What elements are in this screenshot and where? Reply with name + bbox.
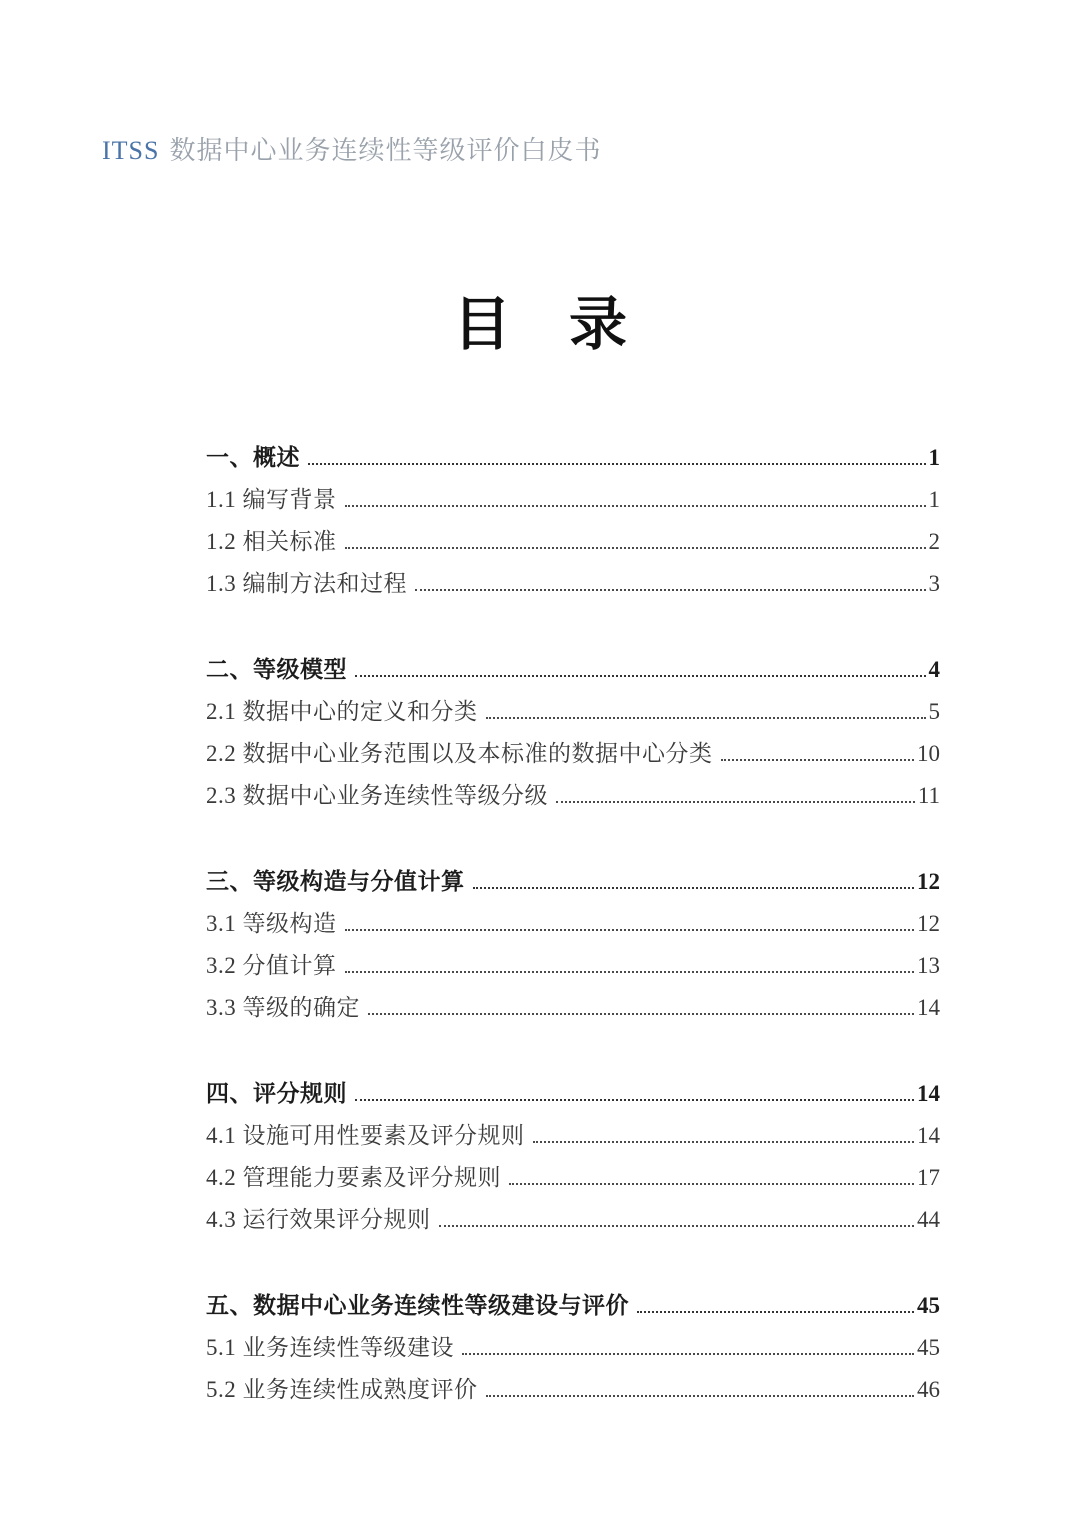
toc-entry-label: 2.1 数据中心的定义和分类 <box>206 699 478 724</box>
dot-leader <box>368 1013 914 1015</box>
dot-leader <box>462 1353 914 1355</box>
toc-page-number: 46 <box>917 1377 940 1402</box>
toc-page-number: 5 <box>928 699 940 724</box>
dot-leader <box>509 1183 914 1185</box>
toc-entry-label: 二、等级模型 <box>206 657 347 682</box>
toc-page-number: 4 <box>928 657 940 682</box>
toc-item-row <box>206 518 940 560</box>
toc-entry-label: 2.2 数据中心业务范围以及本标准的数据中心分类 <box>206 741 713 766</box>
toc-item-row <box>206 1112 940 1154</box>
toc-item-row <box>206 984 940 1026</box>
toc-section-5 <box>206 1282 940 1408</box>
toc-entry-label: 2.3 数据中心业务连续性等级分级 <box>206 783 548 808</box>
dot-leader <box>486 1395 915 1397</box>
toc-page-number: 13 <box>917 953 940 978</box>
toc-page-number: 45 <box>917 1335 940 1360</box>
dot-leader <box>486 717 926 719</box>
toc-item-row <box>206 900 940 942</box>
toc-heading: 目 录 <box>452 292 627 357</box>
toc-item-row <box>206 688 940 730</box>
toc-entry-label: 5.1 业务连续性等级建设 <box>206 1335 454 1360</box>
toc-page-number: 12 <box>917 911 940 936</box>
dot-leader <box>556 801 915 803</box>
toc-page-number: 10 <box>917 741 940 766</box>
toc-section-3 <box>206 858 940 1026</box>
toc-page-number: 17 <box>917 1165 940 1190</box>
toc-entry-label: 一、概述 <box>206 445 300 470</box>
toc-section-row <box>206 1070 940 1112</box>
dot-leader <box>308 463 926 465</box>
toc-item-row <box>206 476 940 518</box>
toc-section-row <box>206 434 940 476</box>
toc-page-number: 14 <box>917 995 940 1020</box>
toc-section-2 <box>206 646 940 814</box>
toc-page-number: 44 <box>917 1207 940 1232</box>
toc-page-number: 14 <box>917 1123 940 1148</box>
dot-leader <box>473 887 915 889</box>
toc-page-number: 12 <box>917 869 940 894</box>
toc-entry-label: 三、等级构造与分值计算 <box>206 869 465 894</box>
dot-leader <box>415 589 926 591</box>
toc-item-row <box>206 772 940 814</box>
dot-leader <box>439 1225 915 1227</box>
toc-section-row <box>206 646 940 688</box>
toc-page-number: 1 <box>928 487 940 512</box>
toc-entry-label: 五、数据中心业务连续性等级建设与评价 <box>206 1293 629 1318</box>
dot-leader <box>355 1099 914 1101</box>
document-title-text: 数据中心业务连续性等级评价白皮书 <box>169 136 602 165</box>
toc-item-row <box>206 730 940 772</box>
toc-item-row <box>206 1366 940 1408</box>
toc-entry-label: 四、评分规则 <box>206 1081 347 1106</box>
toc-item-row <box>206 560 940 602</box>
toc-entry-label: 5.2 业务连续性成熟度评价 <box>206 1377 478 1402</box>
dot-leader <box>345 505 926 507</box>
toc-entry-label: 3.1 等级构造 <box>206 911 337 936</box>
toc-entry-label: 1.2 相关标准 <box>206 529 337 554</box>
dot-leader <box>345 971 915 973</box>
toc-section-1 <box>206 434 940 602</box>
toc-section-row <box>206 858 940 900</box>
toc-entry-label: 4.2 管理能力要素及评分规则 <box>206 1165 501 1190</box>
toc-item-row <box>206 1196 940 1238</box>
toc-item-row <box>206 1154 940 1196</box>
toc-page-number: 45 <box>917 1293 940 1318</box>
toc-page-number: 2 <box>928 529 940 554</box>
toc-page-number: 3 <box>928 571 940 596</box>
itss-logo-text: ITSS <box>102 136 160 165</box>
toc-section-4 <box>206 1070 940 1238</box>
toc-item-row <box>206 942 940 984</box>
dot-leader <box>345 929 915 931</box>
toc-entry-label: 3.2 分值计算 <box>206 953 337 978</box>
toc-page-number: 1 <box>928 445 940 470</box>
toc-entry-label: 1.3 编制方法和过程 <box>206 571 407 596</box>
table-of-contents <box>206 434 940 1408</box>
dot-leader <box>721 759 915 761</box>
toc-entry-label: 1.1 编写背景 <box>206 487 337 512</box>
toc-page-number: 14 <box>917 1081 940 1106</box>
toc-page-number: 11 <box>917 783 940 808</box>
toc-entry-label: 4.3 运行效果评分规则 <box>206 1207 431 1232</box>
dot-leader <box>533 1141 915 1143</box>
toc-entry-label: 3.3 等级的确定 <box>206 995 360 1020</box>
dot-leader <box>637 1311 914 1313</box>
running-header <box>102 130 601 167</box>
toc-item-row <box>206 1324 940 1366</box>
dot-leader <box>345 547 926 549</box>
dot-leader <box>355 675 926 677</box>
toc-section-row <box>206 1282 940 1324</box>
toc-entry-label: 4.1 设施可用性要素及评分规则 <box>206 1123 525 1148</box>
